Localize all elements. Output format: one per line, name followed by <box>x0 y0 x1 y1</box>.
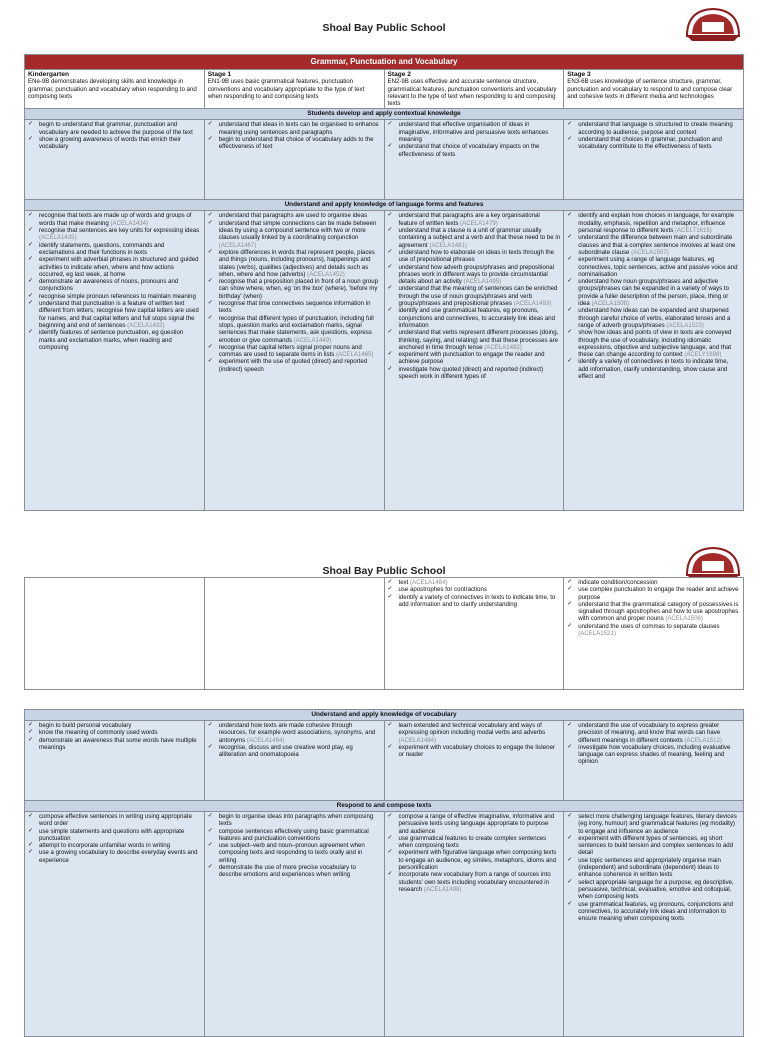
list-item: ✓ experiment with different types of sentences, eg short sentences to build tension and complex sentences to add detail <box>567 835 740 857</box>
forms-list-cont <box>388 579 561 608</box>
list-item: ✓ use grammatical features to create complex sentences when composing texts <box>388 835 561 850</box>
list-item: ✓ incorporate new vocabulary from a range of sources into students' own texts including vocabulary encountered in research (ACELA1498) <box>388 871 561 893</box>
list-item: ✓ understand how noun groups/phrases and adjective groups/phrases can be expanded in a variety of ways to provide a fuller description of the person, place, thing or idea (ACELA1508) <box>567 278 740 307</box>
list-item: ✓ investigate how quoted (direct) and reported (indirect) speech work in different types of <box>388 366 561 381</box>
list-item: ✓ identify a variety of connectives in texts to indicate time, add information, clarify understanding, show cause and effect and <box>567 358 740 380</box>
list-item: ✓ identify statements, questions, commands and exclamations and their functions in texts <box>28 242 201 257</box>
list-item: ✓ understand how texts are made cohesive through resources, for example word associations, synonyms, and antonyms (ACELA1464) <box>208 722 381 744</box>
list-item: ✓ understand that effective organisation of ideas in imaginative, informative and persuasive texts enhances meaning <box>388 121 561 143</box>
list-item: ✓ compose effective sentences in writing using appropriate word order <box>28 813 201 828</box>
vocab-list <box>208 722 381 758</box>
list-item: ✓ demonstrate an awareness that some words have multiple meanings <box>28 737 201 752</box>
section-header-compose: Respond to and compose texts <box>25 801 744 812</box>
compose-list <box>28 813 201 864</box>
stage-kindergarten: Kindergarten ENe-9B demonstrates developing skills and knowledge in grammar, punctuation and vocabulary when responding to and composing texts <box>25 70 205 109</box>
list-item: ✓ compose sentences effectively using basic grammatical features and punctuation conventions <box>208 828 381 843</box>
list-item: ✓ understand how adverb groups/phrases and prepositional phrases work in different ways to provide circumstantial details about an activity (ACELA1495) <box>388 264 561 286</box>
list-item: ✓ explore differences in words that represent people, places and things (nouns, including pronouns), happenings and states (verbs), qualities (adjectives) and details such as when, where and how (adverbs) (ACELA1452) <box>208 249 381 278</box>
contextual-list <box>208 121 381 150</box>
contextual-list <box>388 121 561 157</box>
contextual-list <box>567 121 740 150</box>
list-item: ✓ recognise that texts are made up of words and groups of words that make meaning (ACELA1434) <box>28 212 201 227</box>
list-item: ✓ indicate condition/concession <box>567 579 740 586</box>
list-item: ✓ begin to organise ideas into paragraphs when composing texts <box>208 813 381 828</box>
list-item: ✓ select appropriate language for a purpose, eg descriptive, persuasive, technical, evaluative, emotive and colloquial, when composing texts <box>567 879 740 901</box>
school-name: Shoal Bay Public School <box>322 22 446 34</box>
list-item: ✓ use subject–verb and noun–pronoun agreement when composing texts and responding to texts orally and in writing <box>208 842 381 864</box>
section-header-contextual: Students develop and apply contextual knowledge <box>25 109 744 120</box>
list-item: ✓ experiment with adverbial phrases in structured and guided activities to indicate when, where and how actions occurred, eg last week, at home <box>28 256 201 278</box>
list-item: ✓ show a growing awareness of words that enrich their vocabulary <box>28 136 201 151</box>
forms-list <box>567 212 740 380</box>
list-item: ✓ know the meaning of commonly used words <box>28 729 201 736</box>
curriculum-table-continued <box>24 577 744 690</box>
table-title: Grammar, Punctuation and Vocabulary <box>25 55 744 70</box>
vocab-list <box>567 722 740 766</box>
list-item: ✓ identify a variety of connectives in texts to indicate time, to add information and to clarify understanding <box>388 594 561 609</box>
list-item: ✓ identify and use grammatical features, eg pronouns, conjunctions and connectives, to accurately link ideas and information <box>388 307 561 329</box>
list-item: ✓ use topic sentences and appropriately organise main (independent) and subordinate (dependent) ideas to enhance coherence in written texts <box>567 857 740 879</box>
stage-1: Stage 1 EN1-9B uses basic grammatical features, punctuation conventions and vocabulary appropriate to the type of text when responding to and composing texts <box>204 70 384 109</box>
curriculum-table-vocab <box>24 709 744 1037</box>
vocab-list <box>388 722 561 758</box>
list-item: ✓ understand that verbs represent different processes (doing, thinking, saying, and relating) and that these processes are anchored in time through tense (ACELA1482) <box>388 329 561 351</box>
forms-list <box>388 212 561 380</box>
list-item: ✓ understand that ideas in texts can be organised to enhance meaning using sentences and paragraphs <box>208 121 381 136</box>
list-item: ✓ use apostrophes for contractions <box>388 586 561 593</box>
list-item: ✓ show how ideas and points of view in texts are conveyed through the use of vocabulary, including idiomatic expressions, objective and subjective language, and that these can change according to context (ACELY1698) <box>567 329 740 358</box>
compose-list <box>208 813 381 879</box>
list-item: ✓ select more challenging language features, literary devices (eg irony, humour) and grammatical features (eg modality) to engage and influence an audience <box>567 813 740 835</box>
section-header-forms: Understand and apply knowledge of language forms and features <box>25 200 744 211</box>
list-item: ✓ compose a range of effective imaginative, informative and persuasive texts using language appropriate to purpose and audience <box>388 813 561 835</box>
page-2 <box>0 545 768 695</box>
list-item: ✓ understand the uses of commas to separate clauses (ACELA1521) <box>567 623 740 638</box>
list-item: ✓ investigate how vocabulary choices, including evaluative language can express shades of meaning, feeling and opinion <box>567 744 740 766</box>
stage-2: Stage 2 EN2-9B uses effective and accurate sentence structure, grammatical features, punctuation conventions and vocabulary relevant to the type of text when responding to and composing texts <box>384 70 564 109</box>
list-item: ✓ attempt to incorporate unfamiliar words in writing <box>28 842 201 849</box>
list-item: ✓ demonstrate the use of more precise vocabulary to describe emotions and experiences when writing <box>208 864 381 879</box>
list-item: ✓ demonstrate an awareness of nouns, pronouns and conjunctions <box>28 278 201 293</box>
page-3 <box>0 700 768 1024</box>
list-item: ✓ understand that the meaning of sentences can be enriched through the use of noun groups/phrases and verb groups/phrases and prepositional phrases (ACELA1493) <box>388 285 561 307</box>
list-item: ✓ experiment with the use of quoted (direct) and reported (indirect) speech <box>208 358 381 373</box>
forms-list <box>208 212 381 373</box>
list-item: ✓ recognise, discuss and use creative word play, eg alliteration and onomatopoeia <box>208 744 381 759</box>
list-item: ✓ use grammatical features, eg pronouns, conjunctions and connectives, to accurately link ideas and information to ensure meaning when composing texts <box>567 901 740 923</box>
list-item: ✓ understand how to elaborate on ideas in texts through the use of prepositional phrases <box>388 249 561 264</box>
forms-list <box>28 212 201 351</box>
compose-list <box>567 813 740 922</box>
list-item: ✓ understand that simple connections can be made between ideas by using a compound sentence with two or more clauses usually linked by a coordinating conjunction (ACELA1467) <box>208 220 381 249</box>
list-item: ✓ recognise that a preposition placed in front of a noun group can show where, when, eg 'on the box' (where), 'before my birthday' (when) <box>208 278 381 300</box>
school-crest-icon <box>684 545 742 581</box>
list-item: ✓ recognise simple pronoun references to maintain meaning <box>28 293 201 300</box>
list-item: ✓ use complex punctuation to engage the reader and achieve purpose <box>567 586 740 601</box>
list-item: ✓ begin to understand that choice of vocabulary adds to the effectiveness of text <box>208 136 381 151</box>
list-item: ✓ understand that choices in grammar, punctuation and vocabulary contribute to the effectiveness of texts <box>567 136 740 151</box>
list-item: ✓ understand that a clause is a unit of grammar usually containing a subject and a verb and that these need to be in agreement (ACELA1481) <box>388 227 561 249</box>
curriculum-table <box>24 54 744 511</box>
school-name-2: Shoal Bay Public School <box>322 565 446 577</box>
list-item: ✓ understand that the grammatical category of possessives is signalled through apostrophes and how to use apostrophes with common and proper nouns (ACELA1506) <box>567 601 740 623</box>
list-item: ✓ identify and explain how choices in language, for example modality, emphasis, repetition and metaphor, influence personal response to different texts (ACELT1615) <box>567 212 740 234</box>
list-item: ✓ begin to build personal vocabulary <box>28 722 201 729</box>
list-item: ✓ begin to understand that grammar, punctuation and vocabulary are needed to achieve the purpose of the text <box>28 121 201 136</box>
contextual-list <box>28 121 201 150</box>
list-item: ✓ understand that choice of vocabulary impacts on the effectiveness of texts <box>388 143 561 158</box>
forms-list-cont <box>567 579 740 637</box>
list-item: ✓ recognise that time connectives sequence information in texts <box>208 300 381 315</box>
compose-list <box>388 813 561 893</box>
list-item: ✓ understand how ideas can be expanded and sharpened through careful choice of verbs, elaborated tenses and a range of adverb groups/phrases (ACELA1523) <box>567 307 740 329</box>
list-item: ✓ use simple statements and questions with appropriate punctuation <box>28 828 201 843</box>
list-item: ✓ experiment using a range of language features, eg connectives, topic sentences, active and passive voice and nominalisation <box>567 256 740 278</box>
list-item: ✓ experiment with figurative language when composing texts to engage an audience, eg similes, metaphors, idioms and personification <box>388 849 561 871</box>
list-item: ✓ understand the use of vocabulary to express greater precision of meaning, and know that words can have different meanings in different contexts (ACELA1512) <box>567 722 740 744</box>
list-item: ✓ understand that paragraphs are used to organise ideas <box>208 212 381 219</box>
list-item: ✓ experiment with vocabulary choices to engage the listener or reader <box>388 744 561 759</box>
list-item: ✓ text (ACELA1484) <box>388 579 561 586</box>
list-item: ✓ recognise that capital letters signal proper nouns and commas are used to separate items in lists (ACELA1465) <box>208 344 381 359</box>
list-item: ✓ learn extended and technical vocabulary and ways of expressing opinion including modal verbs and adverbs (ACELA1484) <box>388 722 561 744</box>
list-item: ✓ understand that punctuation is a feature of written text different from letters; recognise how capital letters are used for names, and that capital letters and full stops signal the beginning and end of sentences (ACELA1432) <box>28 300 201 329</box>
list-item: ✓ recognise that different types of punctuation, including full stops, question marks and exclamation marks, signal sentences that make statements, ask questions, express emotion or give commands (ACELA1449) <box>208 315 381 344</box>
list-item: ✓ use a growing vocabulary to describe everyday events and experience <box>28 849 201 864</box>
vocab-list <box>28 722 201 751</box>
list-item: ✓ understand that language is structured to create meaning according to audience, purpose and context <box>567 121 740 136</box>
list-item: ✓ experiment with punctuation to engage the reader and achieve purpose <box>388 351 561 366</box>
stage-3: Stage 3 EN3-6B uses knowledge of sentence structure, grammar, punctuation and vocabulary to respond to and compose clear and cohesive texts in different media and technologies <box>564 70 744 109</box>
list-item: ✓ understand that paragraphs are a key organisational feature of written texts (ACELA1479) <box>388 212 561 227</box>
school-crest-icon <box>684 6 742 42</box>
list-item: ✓ identify features of sentence punctuation, eg question marks and exclamation marks, when reading and composing <box>28 329 201 351</box>
list-item: ✓ understand the difference between main and subordinate clauses and that a complex sentence involves at least one subordinate clause (ACELA1507) <box>567 234 740 256</box>
section-header-vocab: Understand and apply knowledge of vocabulary <box>25 710 744 721</box>
list-item: ✓ recognise that sentences are key units for expressing ideas (ACELA1435) <box>28 227 201 242</box>
